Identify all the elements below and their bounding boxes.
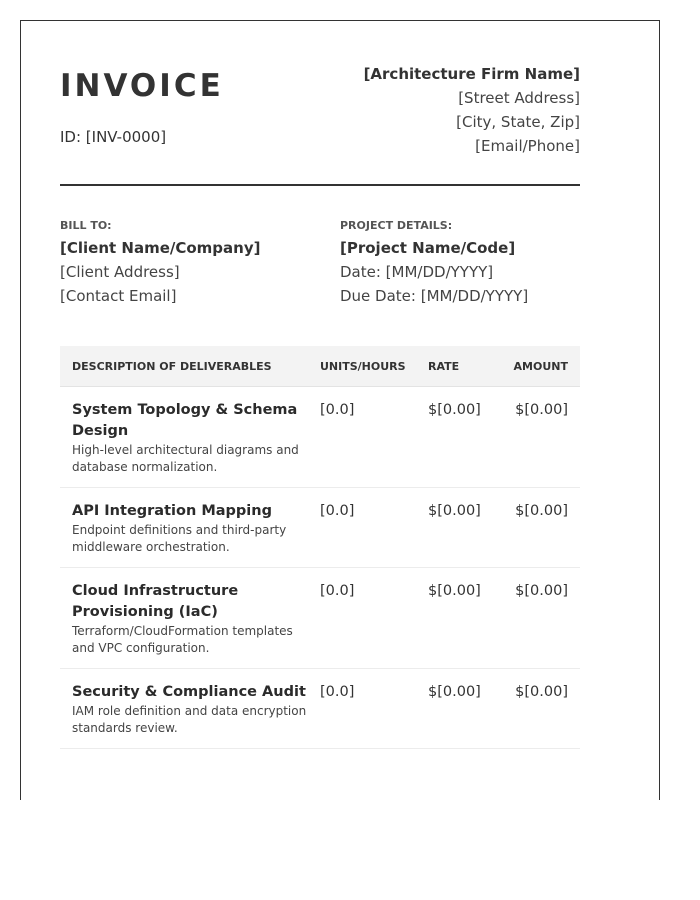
deliverable-name: Security & Compliance Audit [72,684,306,700]
table-header [60,346,580,387]
deliverable-description: Terraform/CloudFormation templates and VPC configuration. [72,624,293,655]
client-address: [Client Address] [60,263,180,281]
table-row [60,488,580,568]
header-description: DESCRIPTION OF DELIVERABLES [72,359,272,373]
row-description-cell [60,400,320,476]
bill-to-label: BILL TO: [60,219,112,232]
row-units: [0.0] [320,503,355,519]
bill-to-section [60,218,320,308]
project-due-date: Due Date: [MM/DD/YYYY] [340,287,529,305]
deliverable-description: High-level architectural diagrams and database normalization. [72,443,299,474]
table-row [60,669,580,749]
invoice-header [60,60,580,185]
row-amount: $[0.00] [515,503,568,519]
firm-city: [City, State, Zip] [456,113,580,131]
deliverables-table [60,346,580,749]
firm-info [364,62,580,158]
invoice-id: ID: [INV-0000] [60,128,167,146]
row-amount: $[0.00] [515,583,568,599]
row-rate: $[0.00] [428,503,481,519]
project-name: [Project Name/Code] [340,239,516,257]
client-name: [Client Name/Company] [60,239,261,257]
row-rate: $[0.00] [428,402,481,418]
header-rate: RATE [428,359,460,373]
firm-contact: [Email/Phone] [475,137,580,155]
row-description-cell [60,682,320,737]
deliverable-description: Endpoint definitions and third-party middleware orchestration. [72,523,287,554]
row-units: [0.0] [320,583,355,599]
deliverable-name: API Integration Mapping [72,503,272,519]
invoice-title: INVOICE [60,68,224,104]
client-email: [Contact Email] [60,287,177,305]
row-units: [0.0] [320,684,355,700]
deliverable-name: Cloud Infrastructure Provisioning (IaC) [72,583,239,620]
header-units: UNITS/HOURS [320,359,406,373]
header-amount: AMOUNT [513,359,568,373]
row-amount: $[0.00] [515,684,568,700]
project-details-label: PROJECT DETAILS: [340,219,453,232]
project-date: Date: [MM/DD/YYYY] [340,263,494,281]
row-description-cell [60,581,320,657]
header-divider [60,184,580,186]
firm-name: [Architecture Firm Name] [363,65,580,83]
firm-street: [Street Address] [458,89,580,107]
row-rate: $[0.00] [428,684,481,700]
table-row [60,387,580,488]
row-amount: $[0.00] [515,402,568,418]
row-description-cell [60,501,320,556]
deliverable-name: System Topology & Schema Design [72,402,298,439]
table-row [60,568,580,669]
row-rate: $[0.00] [428,583,481,599]
row-units: [0.0] [320,402,355,418]
deliverable-description: IAM role definition and data encryption standards review. [72,704,307,735]
project-details-section [340,218,600,308]
